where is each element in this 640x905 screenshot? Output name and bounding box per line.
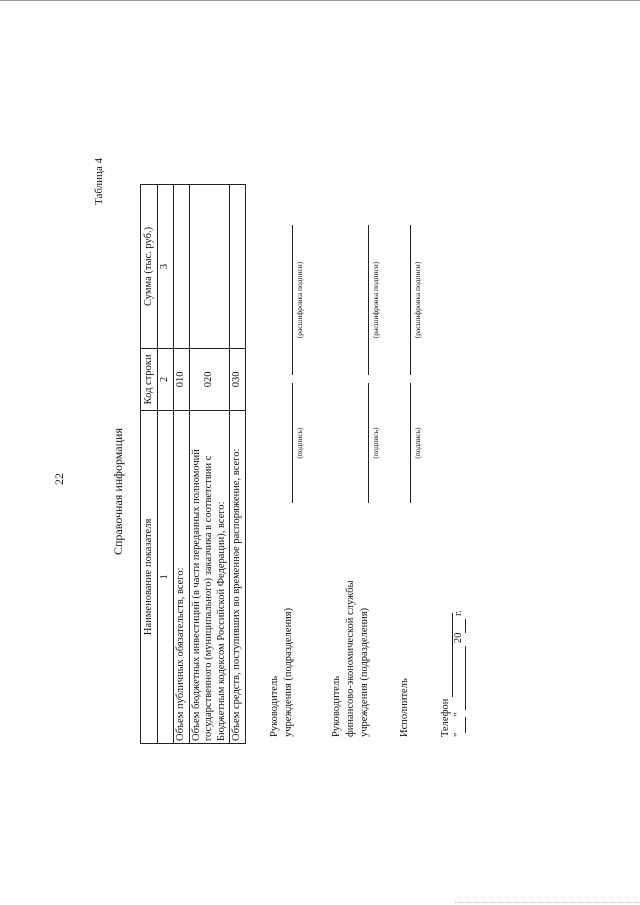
executor-decoding-line (410, 225, 411, 375)
table-number: Таблица 4 (93, 157, 105, 205)
date-year-suffix: г. (453, 610, 464, 617)
head-title-label: Руководитель учреждения (подразделения) (269, 607, 294, 737)
header-line-code: Код строки (141, 348, 158, 410)
row-010-name: Объем публичных обязательств, всего: (174, 410, 190, 743)
row-030-name: Объем средств, поступивших во временное распоряжение, всего: (230, 410, 246, 743)
head-decoding-line (292, 225, 293, 375)
finance-decoding-hint: (расшифровка подписи) (371, 261, 380, 339)
table-header-row (141, 185, 158, 744)
row-020-amount (189, 185, 230, 349)
phone-label: Телефон (440, 698, 451, 737)
row-030-code: 030 (230, 348, 246, 410)
date-month-line (453, 646, 466, 710)
finance-signature-line (368, 383, 369, 503)
head-decoding-hint: (расшифровка подписи) (295, 261, 304, 339)
date-year-line (453, 619, 466, 633)
date-year-prefix: 20 (453, 632, 464, 644)
date-row (452, 610, 466, 737)
section-title: Справочная информация (111, 428, 125, 555)
row-020-code: 020 (189, 348, 230, 410)
finance-head-title-label: Руководитель финансово-экономической службы учреждения (подразделения) (331, 580, 370, 737)
finance-decoding-line (368, 225, 369, 375)
table-row (230, 185, 246, 744)
date-quote-close: " (453, 712, 464, 717)
table-row (189, 185, 230, 744)
executor-decoding-hint: (расшифровка подписи) (413, 261, 422, 339)
row-010-code: 010 (174, 348, 190, 410)
column-number-3: 3 (158, 185, 174, 349)
date-day-line (453, 717, 466, 733)
column-number-2: 2 (158, 348, 174, 410)
finance-signature-hint: (подпись) (371, 427, 380, 459)
header-indicator-name: Наименование показателя (141, 410, 158, 743)
row-020-name: Объем бюджетных инвестиций (в части переданных полномочий государственного (муниципального) заказчика в соответствии с Бюджетным кодексом Российской Федерации), всего: (189, 410, 230, 743)
column-number-row (158, 185, 174, 744)
page-number: 22 (52, 473, 66, 485)
row-030-amount (230, 185, 246, 349)
table-row (174, 185, 190, 744)
column-number-1: 1 (158, 410, 174, 743)
head-signature-hint: (подпись) (295, 427, 304, 459)
reference-info-table (140, 184, 246, 744)
date-quote-open: " (453, 732, 464, 737)
head-signature-line (292, 383, 293, 503)
executor-title-label: Исполнитель (399, 678, 410, 737)
header-amount: Сумма (тыс. руб.) (141, 185, 158, 349)
executor-signature-hint: (подпись) (413, 427, 422, 459)
executor-signature-line (410, 383, 411, 503)
row-010-amount (174, 185, 190, 349)
